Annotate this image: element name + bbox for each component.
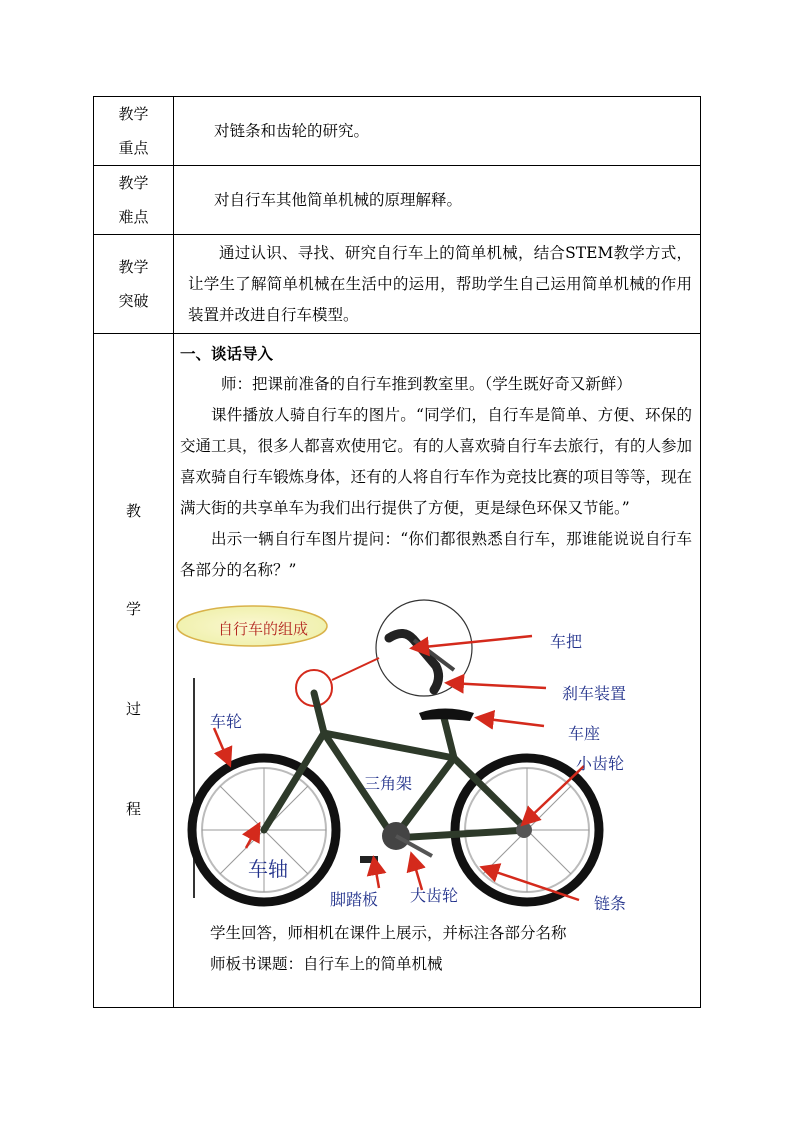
label-brake: 刹车装置 xyxy=(562,684,627,703)
paragraph: 学生回答，师相机在课件上展示，并标注各部分名称 xyxy=(210,924,567,942)
label-big-gear: 大齿轮 xyxy=(410,886,459,905)
label-line: 教学 xyxy=(118,174,149,192)
row-label xyxy=(94,166,174,235)
row-content xyxy=(174,235,701,334)
process-content xyxy=(174,334,701,1008)
label-axle: 车轴 xyxy=(248,857,288,881)
seat-shape xyxy=(419,709,474,722)
row-breakthrough xyxy=(94,235,701,334)
row-label xyxy=(94,97,174,166)
row-label xyxy=(94,334,174,1008)
lesson-plan-table xyxy=(93,96,701,1008)
row-content xyxy=(174,97,701,166)
label-seat: 车座 xyxy=(568,724,601,743)
label-handlebar: 车把 xyxy=(550,632,583,651)
label-frame: 三角架 xyxy=(364,774,413,793)
row-key-points xyxy=(94,97,701,166)
paragraph: 师：把课前准备的自行车推到教室里。（学生既好奇又新鲜） xyxy=(221,375,632,393)
label-char: 学 xyxy=(125,600,141,618)
row-difficulties xyxy=(94,166,701,235)
section-title: 一、谈话导入 xyxy=(180,344,274,363)
row-label xyxy=(94,235,174,334)
row-process xyxy=(94,334,701,1008)
paragraph: 师板书课题：自行车上的简单机械 xyxy=(210,955,443,973)
label-line: 难点 xyxy=(118,208,149,226)
label-char: 过 xyxy=(125,700,141,718)
difficulties-text: 对自行车其他简单机械的原理解释。 xyxy=(214,190,463,209)
label-line: 突破 xyxy=(118,292,149,310)
figure-title: 自行车的组成 xyxy=(218,620,309,638)
label-line: 教学 xyxy=(118,105,149,123)
label-line: 重点 xyxy=(118,139,149,157)
paragraph: 课件播放人骑自行车的图片。“同学们，自行车是简单、方便、环保的交通工具，很多人都喜欢使用它。有的人喜欢骑自行车去旅行，有的人参加喜欢骑自行车锻炼身体，还有的人将自行车作为竞技比赛的项目等等，现在满大街的共享单车为我们出行提供了方便，更是绿色环保又节能。” xyxy=(180,406,692,517)
row-content xyxy=(174,166,701,235)
label-wheel: 车轮 xyxy=(210,712,243,731)
paragraph: 出示一辆自行车图片提问：“你们都很熟悉自行车，那谁能说说自行车各部分的名称？” xyxy=(180,530,692,579)
key-points-text: 对链条和齿轮的研究。 xyxy=(214,121,370,140)
breakthrough-text: 通过认识、寻找、研究自行车上的简单机械，结合STEM教学方式，让学生了解简单机械在生活中的运用，帮助学生自己运用简单机械的作用装置并改进自行车模型。 xyxy=(188,243,692,324)
label-pedal: 脚踏板 xyxy=(330,890,379,909)
label-char: 教 xyxy=(125,502,141,520)
label-small-gear: 小齿轮 xyxy=(576,754,625,773)
label-line: 教学 xyxy=(118,258,149,276)
bicycle-figure xyxy=(174,598,674,918)
label-chain: 链条 xyxy=(594,894,627,913)
label-char: 程 xyxy=(125,800,141,818)
